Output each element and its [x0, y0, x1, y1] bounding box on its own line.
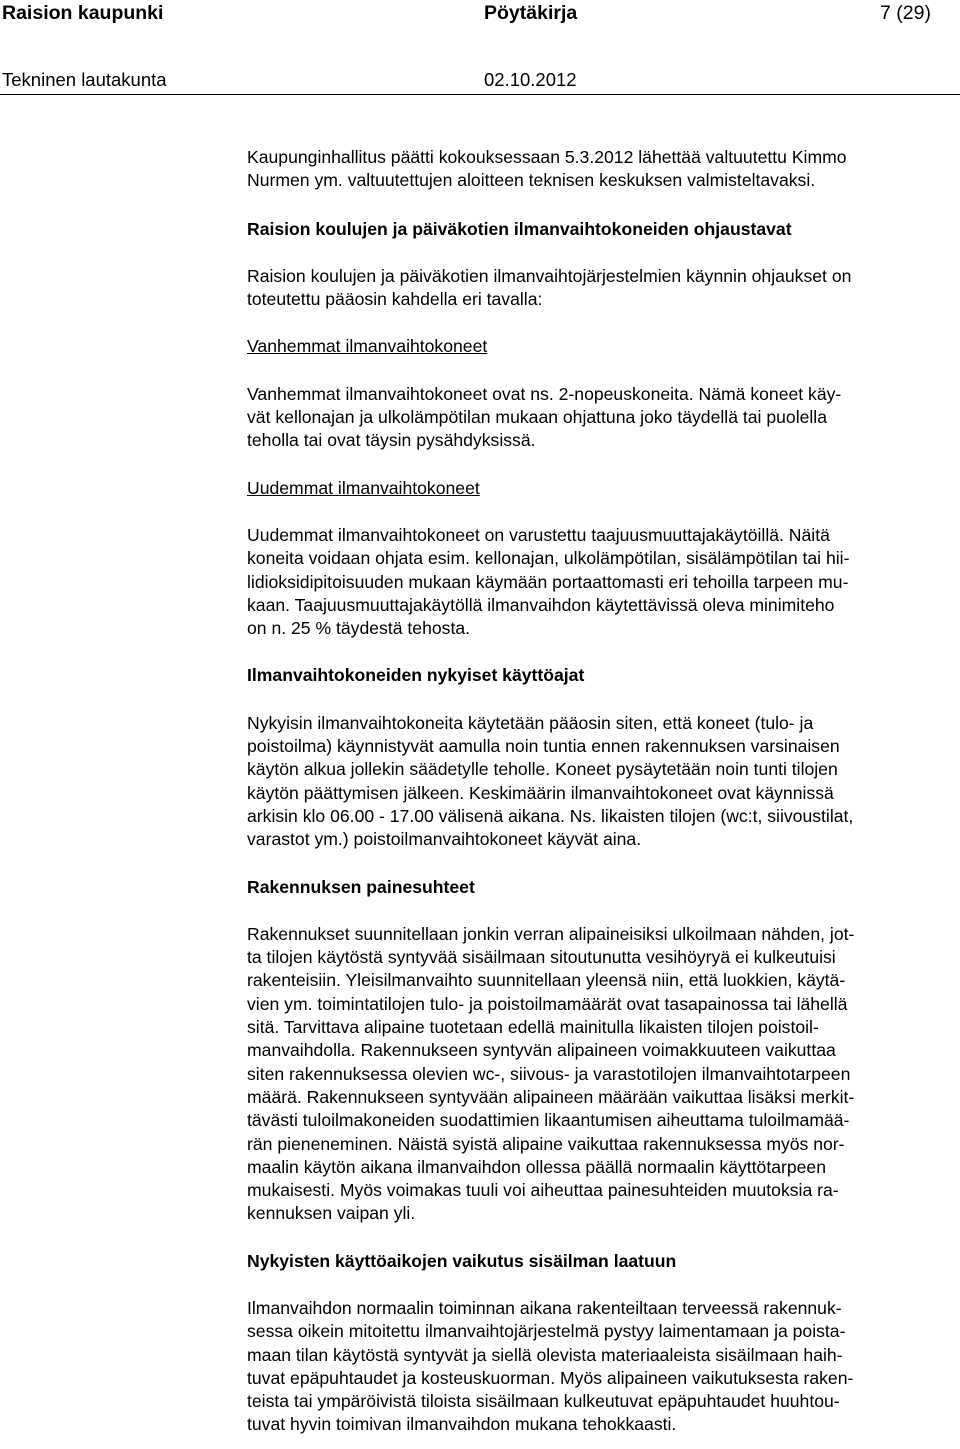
- text-line: tuvat hyvin toimivan ilmanvaihdon mukana tehokkaasti.: [247, 1414, 677, 1435]
- text-line: käytön päättymisen jälkeen. Keskimäärin ilmanvaihtokoneet ovat käynnissä: [247, 782, 834, 803]
- header-divider: [0, 94, 960, 95]
- text-line: Vanhemmat ilmanvaihtokoneet ovat ns. 2-nopeuskoneita. Nämä koneet käy-: [247, 383, 842, 404]
- text-line: Nurmen ym. valtuutettujen aloitteen teknisen keskuksen valmisteltavaksi.: [247, 170, 816, 191]
- text-line: tävästi tuloilmakoneiden suodattimien likaantumisen aiheuttama tuloilmamää-: [247, 1110, 850, 1131]
- section-paragraph: [247, 383, 957, 453]
- page-number: 7 (29): [880, 2, 931, 24]
- document-type: Pöytäkirja: [484, 2, 578, 24]
- section-heading: Vanhemmat ilmanvaihtokoneet: [247, 336, 488, 357]
- section-heading: Rakennuksen painesuhteet: [247, 876, 475, 897]
- section-paragraph: [247, 524, 957, 640]
- text-line: Uudemmat ilmanvaihtokoneet on varustettu taajuusmuuttajakäytöillä. Näitä: [247, 524, 830, 545]
- section-heading: Uudemmat ilmanvaihtokoneet: [247, 477, 480, 498]
- text-line: mukaisesti. Myös voimakas tuuli voi aiheuttaa painesuhteiden muutoksia ra-: [247, 1180, 839, 1201]
- intro-paragraph: [247, 146, 957, 193]
- section-heading: Nykyisten käyttöaikojen vaikutus sisäilman laatuun: [247, 1250, 677, 1271]
- text-line: Kaupunginhallitus päätti kokouksessaan 5.3.2012 lähettää valtuutettu Kimmo: [247, 147, 847, 167]
- text-line: teista tai ympäröivistä tiloista sisäilmaan kulkeutuvat epäpuhtaudet huuhtou-: [247, 1391, 840, 1412]
- section-paragraph: [247, 923, 957, 1226]
- section-heading: Ilmanvaihtokoneiden nykyiset käyttöajat: [247, 665, 585, 686]
- text-line: manvaihdolla. Rakennukseen syntyvän alipaineen voimakkuuteen vaikuttaa: [247, 1040, 836, 1061]
- text-line: teholla tai ovat täysin pysähdyksissä.: [247, 430, 536, 451]
- text-line: koneita voidaan ohjata esim. kellonajan, ulkolämpötilan, sisälämpötilan tai hii-: [247, 548, 850, 569]
- page-header: [0, 0, 960, 96]
- text-line: maalin käytön aikana ilmanvaihdon ollessa päällä normaalin käyttötarpeen: [247, 1156, 826, 1177]
- text-line: poistoilma) käynnistyvät aamulla noin tuntia ennen rakennuksen varsinaisen: [247, 736, 840, 757]
- text-line: tuvat epäpuhtaudet ja kosteuskuorman. Myös alipaineen vaikutuksesta raken-: [247, 1367, 854, 1388]
- meeting-date: 02.10.2012: [484, 69, 577, 90]
- text-line: Raision koulujen ja päiväkotien ilmanvaihtojärjestelmien käynnin ohjaukset on: [247, 265, 852, 286]
- section-paragraph: [247, 1297, 957, 1437]
- text-line: vien ym. toimintatilojen tulo- ja poistoilmamäärät ovat tasapainossa tai lähellä: [247, 993, 848, 1014]
- text-line: kaan. Taajuusmuuttajakäytöllä ilmanvaihdon käytettävissä oleva minimiteho: [247, 594, 835, 615]
- text-line: toteutettu pääosin kahdella eri tavalla:: [247, 289, 543, 310]
- text-line: arkisin klo 06.00 - 17.00 välisenä aikana. Ns. likaisten tilojen (wc:t, siivoustilat,: [247, 805, 854, 826]
- committee-name: Tekninen lautakunta: [2, 69, 167, 90]
- text-line: ta tilojen käytöstä syntyvää sisäilmaan sitoutunutta vesihöyryä ei kulkeutuisi: [247, 947, 836, 968]
- text-line: käytön alkua jollekin säädetylle teholle. Koneet pysäytetään noin tunti tilojen: [247, 759, 838, 780]
- text-line: siten rakennuksessa olevien wc-, siivous- ja varastotilojen ilmanvaihtotarpeen: [247, 1063, 851, 1084]
- text-line: Nykyisin ilmanvaihtokoneita käytetään pääosin siten, että koneet (tulo- ja: [247, 712, 814, 733]
- text-line: Ilmanvaihdon normaalin toiminnan aikana rakenteiltaan terveessä rakennuk-: [247, 1297, 842, 1318]
- section-heading: Raision koulujen ja päiväkotien ilmanvaihtokoneiden ohjaustavat: [247, 218, 792, 239]
- text-line: varastot ym.) poistoilmanvaihtokoneet käyvät aina.: [247, 829, 642, 850]
- text-line: määrä. Rakennukseen syntyvään alipaineen määrään vaikuttaa lisäksi merkit-: [247, 1086, 855, 1107]
- text-line: sessa oikein mitoitettu ilmanvaihtojärjestelmä pystyy laimentamaan ja poista-: [247, 1321, 846, 1342]
- text-line: Rakennukset suunnitellaan jonkin verran alipaineisiksi ulkoilmaan nähden, jot-: [247, 923, 855, 944]
- text-line: sitä. Tarvittava alipaine tuotetaan edellä mainitulla likaisten tilojen poistoil-: [247, 1017, 819, 1038]
- text-line: rän pieneneminen. Näistä syistä alipaine vaikuttaa rakennuksessa myös nor-: [247, 1133, 845, 1154]
- document-body: [247, 146, 957, 1437]
- text-line: on n. 25 % täydestä tehosta.: [247, 618, 471, 639]
- organization-name: Raision kaupunki: [2, 2, 164, 24]
- text-line: maan tilan käytöstä syntyvät ja siellä olevista materiaaleista sisäilmaan haih-: [247, 1344, 843, 1365]
- section-paragraph: [247, 265, 957, 312]
- text-line: kennuksen vaipan yli.: [247, 1203, 416, 1224]
- text-line: vät kellonajan ja ulkolämpötilan mukaan ohjattuna joko täydellä tai puolella: [247, 407, 827, 428]
- text-line: lidioksidipitoisuuden mukaan käymään portaattomasti eri tehoilla tarpeen mu-: [247, 571, 849, 592]
- text-line: rakenteisiin. Yleisilmanvaihto suunnitellaan yleensä niin, että luokkien, käytä-: [247, 970, 846, 991]
- section-paragraph: [247, 712, 957, 852]
